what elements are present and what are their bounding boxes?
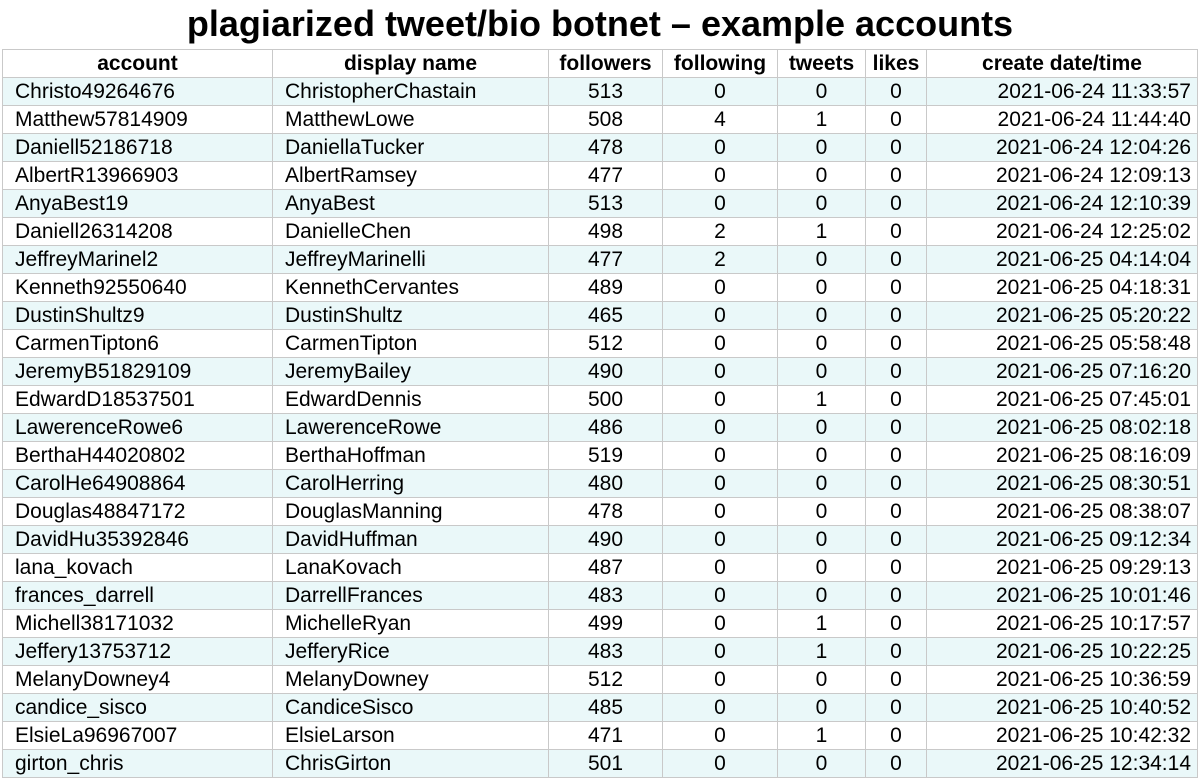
cell-followers: 513 bbox=[549, 78, 663, 106]
cell-tweets: 0 bbox=[778, 274, 866, 302]
cell-following: 0 bbox=[663, 134, 778, 162]
cell-display-name: JefferyRice bbox=[273, 638, 549, 666]
cell-create-date: 2021-06-25 08:30:51 bbox=[927, 470, 1198, 498]
cell-following: 0 bbox=[663, 386, 778, 414]
table-row bbox=[3, 610, 1198, 638]
cell-likes: 0 bbox=[866, 134, 927, 162]
cell-account: AnyaBest19 bbox=[3, 190, 273, 218]
cell-tweets: 1 bbox=[778, 218, 866, 246]
cell-tweets: 0 bbox=[778, 582, 866, 610]
cell-likes: 0 bbox=[866, 666, 927, 694]
cell-followers: 478 bbox=[549, 498, 663, 526]
cell-display-name: JeffreyMarinelli bbox=[273, 246, 549, 274]
cell-following: 0 bbox=[663, 638, 778, 666]
cell-tweets: 0 bbox=[778, 358, 866, 386]
cell-account: DavidHu35392846 bbox=[3, 526, 273, 554]
cell-account: DustinShultz9 bbox=[3, 302, 273, 330]
cell-display-name: LawerenceRowe bbox=[273, 414, 549, 442]
column-header-likes: likes bbox=[866, 50, 927, 78]
cell-create-date: 2021-06-24 12:10:39 bbox=[927, 190, 1198, 218]
cell-tweets: 0 bbox=[778, 526, 866, 554]
cell-likes: 0 bbox=[866, 218, 927, 246]
cell-following: 0 bbox=[663, 526, 778, 554]
cell-account: Daniell26314208 bbox=[3, 218, 273, 246]
cell-display-name: DouglasManning bbox=[273, 498, 549, 526]
table-row bbox=[3, 134, 1198, 162]
cell-create-date: 2021-06-25 09:29:13 bbox=[927, 554, 1198, 582]
cell-display-name: CarmenTipton bbox=[273, 330, 549, 358]
cell-tweets: 0 bbox=[778, 190, 866, 218]
cell-create-date: 2021-06-25 08:38:07 bbox=[927, 498, 1198, 526]
cell-following: 0 bbox=[663, 274, 778, 302]
table-row bbox=[3, 274, 1198, 302]
cell-create-date: 2021-06-25 04:14:04 bbox=[927, 246, 1198, 274]
cell-create-date: 2021-06-25 10:36:59 bbox=[927, 666, 1198, 694]
cell-likes: 0 bbox=[866, 498, 927, 526]
cell-following: 0 bbox=[663, 470, 778, 498]
cell-likes: 0 bbox=[866, 582, 927, 610]
table-row bbox=[3, 218, 1198, 246]
cell-followers: 485 bbox=[549, 694, 663, 722]
cell-tweets: 0 bbox=[778, 162, 866, 190]
cell-followers: 513 bbox=[549, 190, 663, 218]
table-row bbox=[3, 554, 1198, 582]
cell-likes: 0 bbox=[866, 190, 927, 218]
cell-tweets: 0 bbox=[778, 442, 866, 470]
cell-followers: 487 bbox=[549, 554, 663, 582]
cell-create-date: 2021-06-24 12:09:13 bbox=[927, 162, 1198, 190]
cell-followers: 501 bbox=[549, 750, 663, 778]
cell-likes: 0 bbox=[866, 358, 927, 386]
cell-tweets: 0 bbox=[778, 694, 866, 722]
cell-display-name: ChristopherChastain bbox=[273, 78, 549, 106]
cell-create-date: 2021-06-25 08:16:09 bbox=[927, 442, 1198, 470]
column-header-display-name: display name bbox=[273, 50, 549, 78]
cell-following: 0 bbox=[663, 610, 778, 638]
cell-followers: 480 bbox=[549, 470, 663, 498]
table-row bbox=[3, 722, 1198, 750]
cell-account: candice_sisco bbox=[3, 694, 273, 722]
cell-likes: 0 bbox=[866, 694, 927, 722]
cell-following: 0 bbox=[663, 582, 778, 610]
column-header-create-date: create date/time bbox=[927, 50, 1198, 78]
cell-account: girton_chris bbox=[3, 750, 273, 778]
cell-display-name: DaniellaTucker bbox=[273, 134, 549, 162]
table-row bbox=[3, 302, 1198, 330]
cell-create-date: 2021-06-24 11:33:57 bbox=[927, 78, 1198, 106]
cell-account: LawerenceRowe6 bbox=[3, 414, 273, 442]
cell-likes: 0 bbox=[866, 470, 927, 498]
cell-likes: 0 bbox=[866, 274, 927, 302]
cell-following: 0 bbox=[663, 78, 778, 106]
cell-likes: 0 bbox=[866, 246, 927, 274]
cell-tweets: 0 bbox=[778, 246, 866, 274]
cell-account: frances_darrell bbox=[3, 582, 273, 610]
cell-following: 0 bbox=[663, 414, 778, 442]
table-row bbox=[3, 750, 1198, 778]
cell-account: MelanyDowney4 bbox=[3, 666, 273, 694]
cell-followers: 486 bbox=[549, 414, 663, 442]
cell-following: 0 bbox=[663, 554, 778, 582]
cell-account: Christo49264676 bbox=[3, 78, 273, 106]
cell-account: AlbertR13966903 bbox=[3, 162, 273, 190]
cell-followers: 500 bbox=[549, 386, 663, 414]
cell-account: EdwardD18537501 bbox=[3, 386, 273, 414]
table-row bbox=[3, 582, 1198, 610]
cell-likes: 0 bbox=[866, 638, 927, 666]
cell-following: 0 bbox=[663, 694, 778, 722]
cell-likes: 0 bbox=[866, 106, 927, 134]
cell-display-name: AnyaBest bbox=[273, 190, 549, 218]
cell-followers: 508 bbox=[549, 106, 663, 134]
cell-followers: 471 bbox=[549, 722, 663, 750]
cell-create-date: 2021-06-25 08:02:18 bbox=[927, 414, 1198, 442]
cell-account: Kenneth92550640 bbox=[3, 274, 273, 302]
table-row bbox=[3, 106, 1198, 134]
cell-followers: 512 bbox=[549, 666, 663, 694]
cell-likes: 0 bbox=[866, 750, 927, 778]
cell-likes: 0 bbox=[866, 722, 927, 750]
cell-create-date: 2021-06-25 07:45:01 bbox=[927, 386, 1198, 414]
cell-display-name: JeremyBailey bbox=[273, 358, 549, 386]
cell-display-name: KennethCervantes bbox=[273, 274, 549, 302]
cell-tweets: 0 bbox=[778, 554, 866, 582]
cell-create-date: 2021-06-24 12:04:26 bbox=[927, 134, 1198, 162]
cell-account: Michell38171032 bbox=[3, 610, 273, 638]
column-header-account: account bbox=[3, 50, 273, 78]
cell-likes: 0 bbox=[866, 330, 927, 358]
cell-followers: 499 bbox=[549, 610, 663, 638]
table-row bbox=[3, 498, 1198, 526]
cell-following: 0 bbox=[663, 190, 778, 218]
table-row bbox=[3, 246, 1198, 274]
cell-display-name: ChrisGirton bbox=[273, 750, 549, 778]
cell-tweets: 0 bbox=[778, 302, 866, 330]
cell-followers: 519 bbox=[549, 442, 663, 470]
cell-following: 0 bbox=[663, 162, 778, 190]
accounts-table bbox=[2, 49, 1198, 778]
column-header-following: following bbox=[663, 50, 778, 78]
cell-tweets: 1 bbox=[778, 610, 866, 638]
cell-display-name: ElsieLarson bbox=[273, 722, 549, 750]
cell-account: CarmenTipton6 bbox=[3, 330, 273, 358]
cell-display-name: DustinShultz bbox=[273, 302, 549, 330]
table-row bbox=[3, 414, 1198, 442]
cell-following: 0 bbox=[663, 302, 778, 330]
table-row bbox=[3, 78, 1198, 106]
cell-likes: 0 bbox=[866, 610, 927, 638]
cell-create-date: 2021-06-25 10:42:32 bbox=[927, 722, 1198, 750]
cell-display-name: CandiceSisco bbox=[273, 694, 549, 722]
cell-create-date: 2021-06-25 05:58:48 bbox=[927, 330, 1198, 358]
cell-following: 0 bbox=[663, 442, 778, 470]
table-row bbox=[3, 638, 1198, 666]
cell-account: Jeffery13753712 bbox=[3, 638, 273, 666]
cell-create-date: 2021-06-25 10:17:57 bbox=[927, 610, 1198, 638]
cell-followers: 489 bbox=[549, 274, 663, 302]
cell-display-name: BerthaHoffman bbox=[273, 442, 549, 470]
cell-create-date: 2021-06-25 10:01:46 bbox=[927, 582, 1198, 610]
table-row bbox=[3, 694, 1198, 722]
cell-display-name: MelanyDowney bbox=[273, 666, 549, 694]
cell-likes: 0 bbox=[866, 162, 927, 190]
table-row bbox=[3, 526, 1198, 554]
cell-tweets: 0 bbox=[778, 414, 866, 442]
cell-account: CarolHe64908864 bbox=[3, 470, 273, 498]
cell-display-name: LanaKovach bbox=[273, 554, 549, 582]
cell-create-date: 2021-06-24 12:25:02 bbox=[927, 218, 1198, 246]
cell-followers: 490 bbox=[549, 358, 663, 386]
cell-display-name: EdwardDennis bbox=[273, 386, 549, 414]
cell-likes: 0 bbox=[866, 554, 927, 582]
cell-create-date: 2021-06-25 04:18:31 bbox=[927, 274, 1198, 302]
column-header-tweets: tweets bbox=[778, 50, 866, 78]
table-row bbox=[3, 470, 1198, 498]
cell-tweets: 1 bbox=[778, 722, 866, 750]
cell-followers: 477 bbox=[549, 162, 663, 190]
cell-following: 0 bbox=[663, 750, 778, 778]
table-row bbox=[3, 358, 1198, 386]
cell-following: 2 bbox=[663, 218, 778, 246]
cell-display-name: MichelleRyan bbox=[273, 610, 549, 638]
cell-create-date: 2021-06-25 10:22:25 bbox=[927, 638, 1198, 666]
cell-create-date: 2021-06-24 11:44:40 bbox=[927, 106, 1198, 134]
cell-create-date: 2021-06-25 07:16:20 bbox=[927, 358, 1198, 386]
cell-create-date: 2021-06-25 05:20:22 bbox=[927, 302, 1198, 330]
cell-followers: 465 bbox=[549, 302, 663, 330]
table-row bbox=[3, 442, 1198, 470]
cell-display-name: MatthewLowe bbox=[273, 106, 549, 134]
cell-account: Daniell52186718 bbox=[3, 134, 273, 162]
cell-account: lana_kovach bbox=[3, 554, 273, 582]
table-title: plagiarized tweet/bio botnet – example accounts bbox=[186, 3, 1014, 44]
cell-following: 0 bbox=[663, 722, 778, 750]
cell-followers: 478 bbox=[549, 134, 663, 162]
cell-display-name: AlbertRamsey bbox=[273, 162, 549, 190]
column-header-followers: followers bbox=[549, 50, 663, 78]
cell-following: 2 bbox=[663, 246, 778, 274]
cell-likes: 0 bbox=[866, 386, 927, 414]
table-row bbox=[3, 386, 1198, 414]
cell-tweets: 0 bbox=[778, 666, 866, 694]
cell-likes: 0 bbox=[866, 78, 927, 106]
cell-tweets: 0 bbox=[778, 78, 866, 106]
cell-account: BerthaH44020802 bbox=[3, 442, 273, 470]
cell-display-name: DarrellFrances bbox=[273, 582, 549, 610]
cell-following: 0 bbox=[663, 498, 778, 526]
cell-followers: 512 bbox=[549, 330, 663, 358]
cell-tweets: 0 bbox=[778, 750, 866, 778]
cell-followers: 490 bbox=[549, 526, 663, 554]
cell-likes: 0 bbox=[866, 526, 927, 554]
cell-account: Matthew57814909 bbox=[3, 106, 273, 134]
cell-following: 0 bbox=[663, 666, 778, 694]
table-row bbox=[3, 666, 1198, 694]
cell-account: ElsieLa96967007 bbox=[3, 722, 273, 750]
cell-tweets: 0 bbox=[778, 330, 866, 358]
cell-followers: 483 bbox=[549, 638, 663, 666]
cell-display-name: DanielleChen bbox=[273, 218, 549, 246]
cell-account: Douglas48847172 bbox=[3, 498, 273, 526]
cell-account: JeremyB51829109 bbox=[3, 358, 273, 386]
cell-following: 4 bbox=[663, 106, 778, 134]
table-row bbox=[3, 330, 1198, 358]
cell-likes: 0 bbox=[866, 302, 927, 330]
cell-tweets: 0 bbox=[778, 498, 866, 526]
cell-tweets: 1 bbox=[778, 386, 866, 414]
cell-account: JeffreyMarinel2 bbox=[3, 246, 273, 274]
cell-followers: 498 bbox=[549, 218, 663, 246]
cell-display-name: DavidHuffman bbox=[273, 526, 549, 554]
cell-create-date: 2021-06-25 10:40:52 bbox=[927, 694, 1198, 722]
table-row bbox=[3, 190, 1198, 218]
cell-tweets: 1 bbox=[778, 638, 866, 666]
cell-following: 0 bbox=[663, 358, 778, 386]
cell-tweets: 0 bbox=[778, 470, 866, 498]
table-row bbox=[3, 162, 1198, 190]
cell-likes: 0 bbox=[866, 414, 927, 442]
cell-display-name: CarolHerring bbox=[273, 470, 549, 498]
cell-tweets: 0 bbox=[778, 134, 866, 162]
cell-create-date: 2021-06-25 12:34:14 bbox=[927, 750, 1198, 778]
cell-following: 0 bbox=[663, 330, 778, 358]
cell-create-date: 2021-06-25 09:12:34 bbox=[927, 526, 1198, 554]
cell-followers: 483 bbox=[549, 582, 663, 610]
header-row bbox=[3, 50, 1198, 78]
cell-likes: 0 bbox=[866, 442, 927, 470]
cell-followers: 477 bbox=[549, 246, 663, 274]
cell-tweets: 1 bbox=[778, 106, 866, 134]
